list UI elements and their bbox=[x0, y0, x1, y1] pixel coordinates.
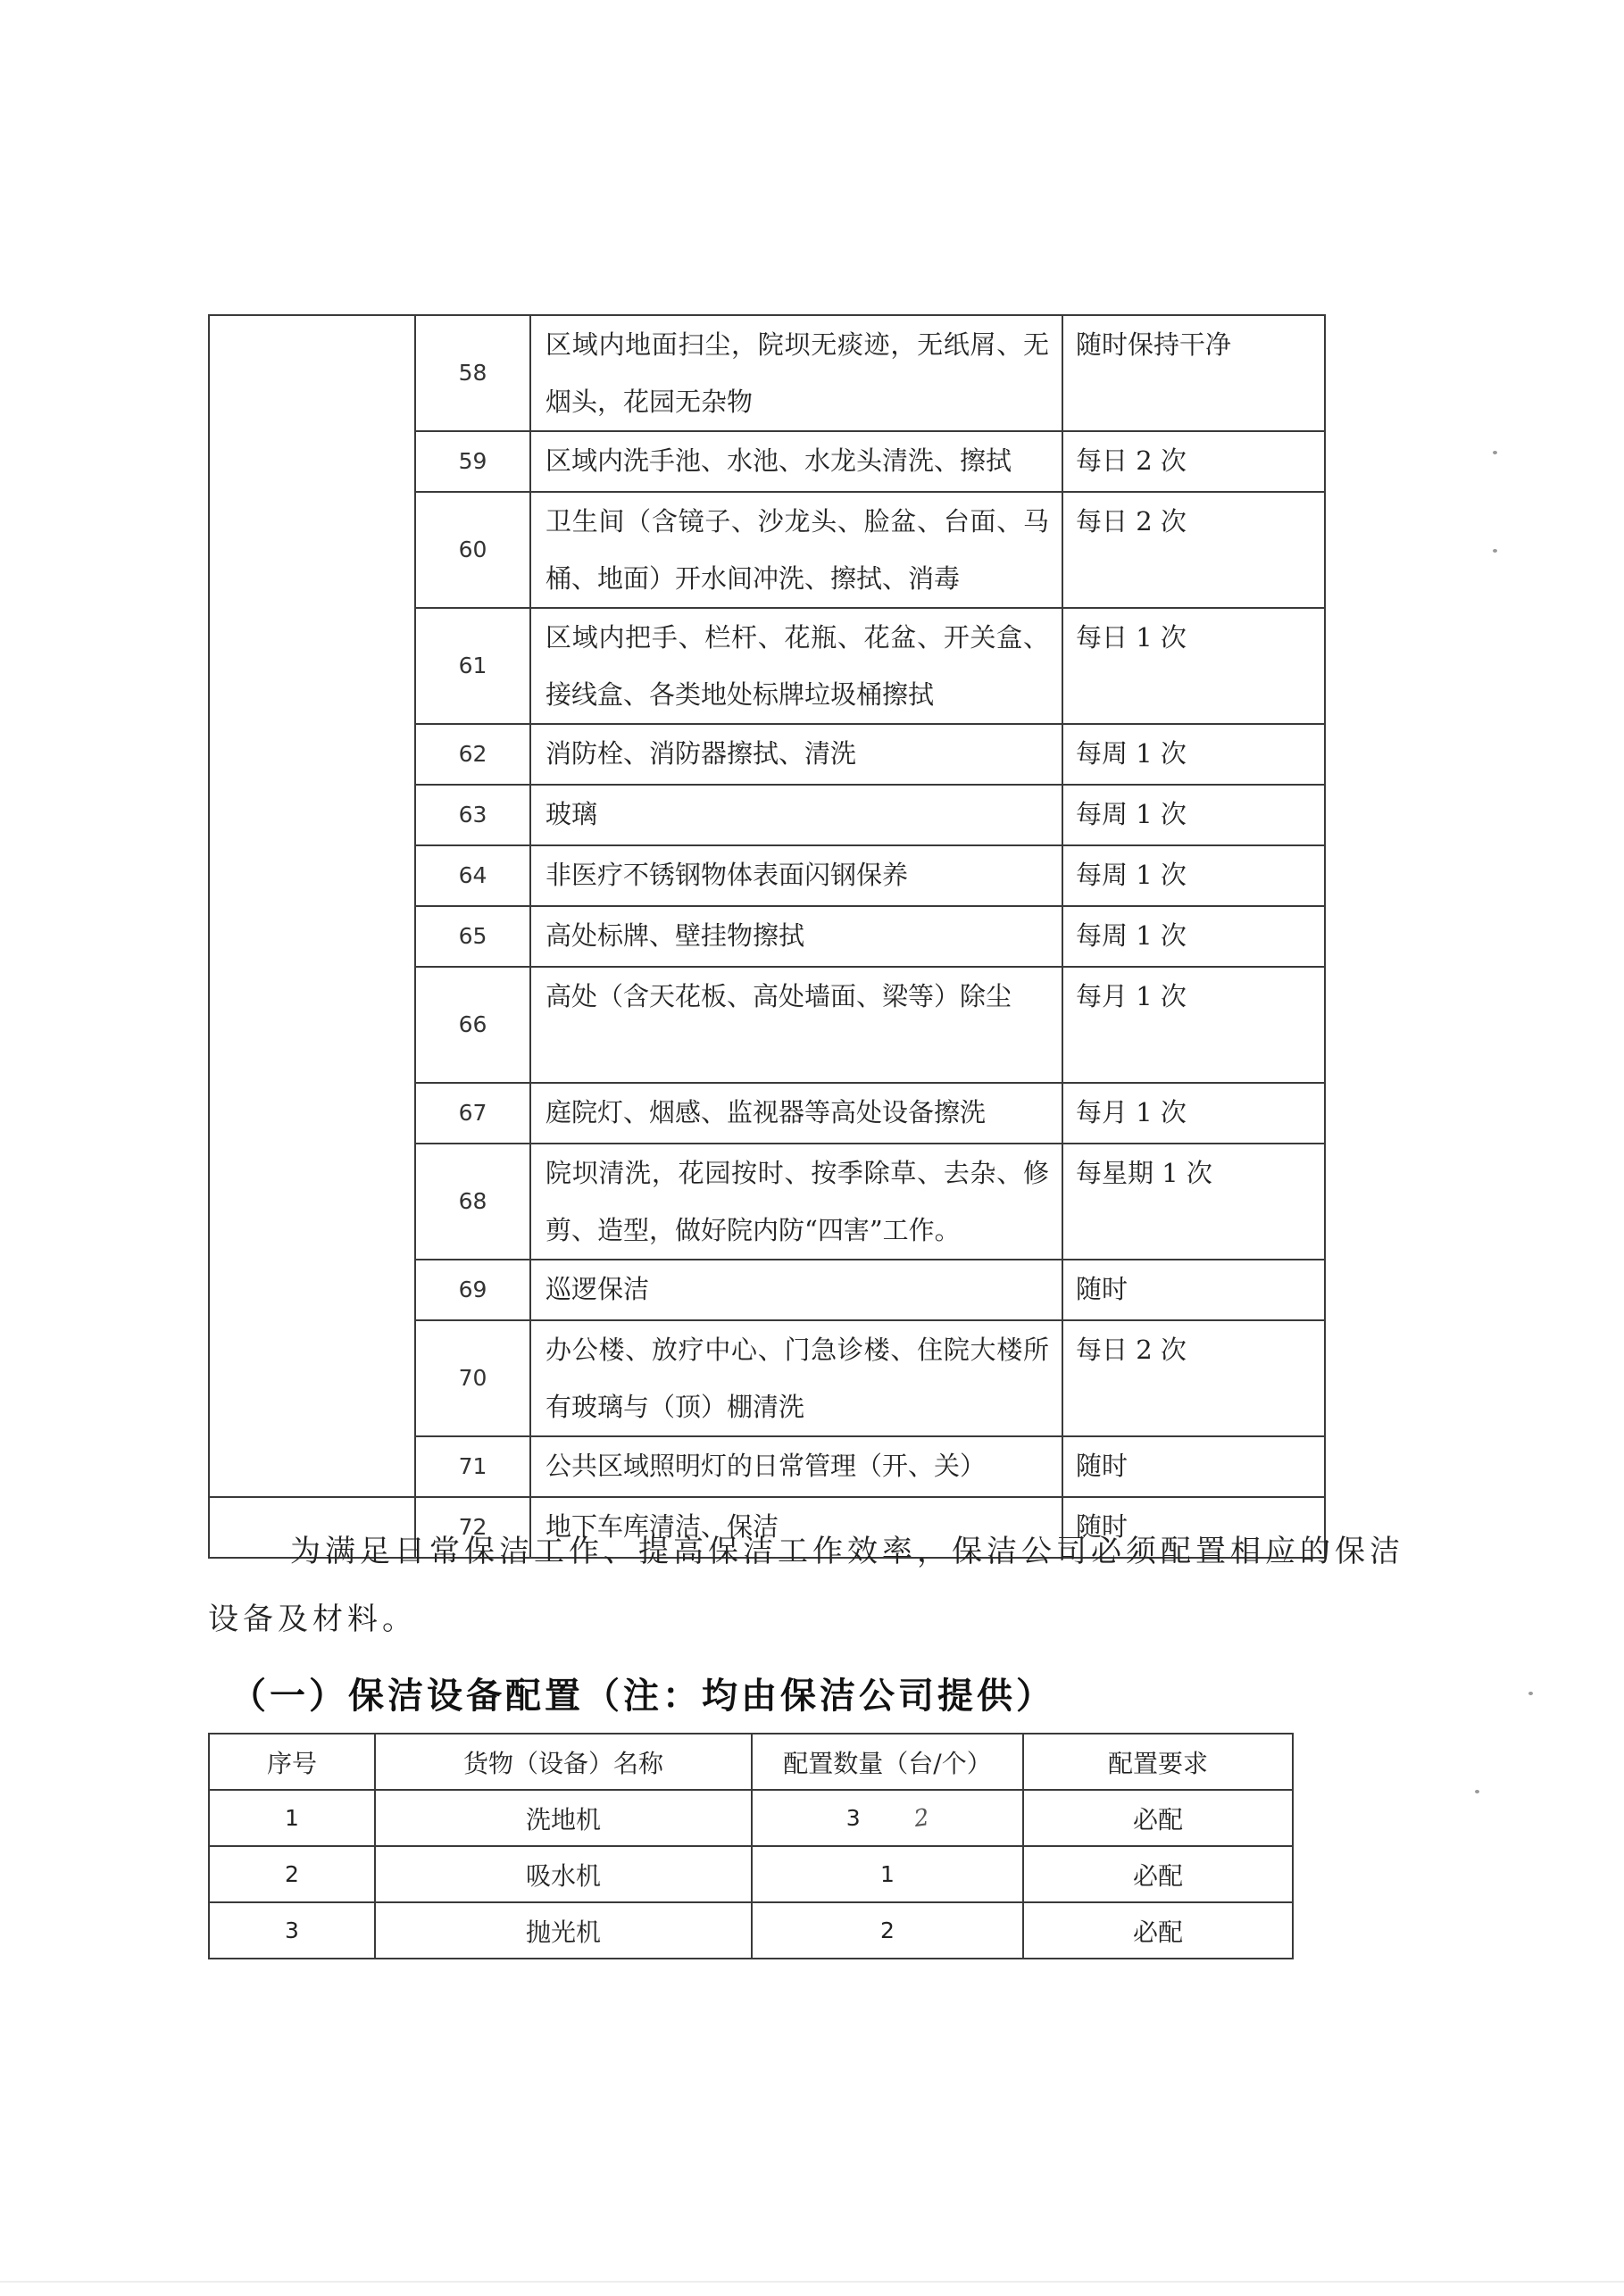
equipment-name: 洗地机 bbox=[375, 1790, 752, 1846]
equipment-quantity: 1 bbox=[752, 1846, 1023, 1902]
task-description: 区域内洗手池、水池、水龙头清洗、擦拭 bbox=[530, 431, 1062, 492]
row-number: 64 bbox=[415, 845, 530, 906]
task-frequency: 随时 bbox=[1062, 1260, 1325, 1320]
task-frequency: 每月 1 次 bbox=[1062, 967, 1325, 1083]
task-description: 区域内把手、栏杆、花瓶、花盆、开关盒、接线盒、各类地处标牌垃圾桶擦拭 bbox=[530, 608, 1062, 724]
row-number: 62 bbox=[415, 724, 530, 785]
row-number: 71 bbox=[415, 1436, 530, 1497]
task-frequency: 每周 1 次 bbox=[1062, 906, 1325, 967]
task-description: 高处标牌、壁挂物擦拭 bbox=[530, 906, 1062, 967]
task-frequency: 每日 1 次 bbox=[1062, 608, 1325, 724]
equipment-quantity-cell bbox=[752, 1790, 1023, 1846]
task-description: 庭院灯、烟感、监视器等高处设备擦洗 bbox=[530, 1083, 1062, 1144]
table-row bbox=[209, 315, 1325, 431]
table-row bbox=[209, 1790, 1293, 1846]
task-description: 玻璃 bbox=[530, 785, 1062, 845]
cleaning-task-table bbox=[208, 314, 1326, 1559]
task-frequency: 每星期 1 次 bbox=[1062, 1144, 1325, 1260]
table-row bbox=[209, 1846, 1293, 1902]
task-description: 区域内地面扫尘，院坝无痰迹，无纸屑、无烟头，花园无杂物 bbox=[530, 315, 1062, 431]
column-header: 配置要求 bbox=[1023, 1734, 1293, 1790]
task-frequency: 每周 1 次 bbox=[1062, 845, 1325, 906]
row-number: 59 bbox=[415, 431, 530, 492]
column-header: 序号 bbox=[209, 1734, 375, 1790]
task-frequency: 每日 2 次 bbox=[1062, 1320, 1325, 1436]
equipment-number: 2 bbox=[209, 1846, 375, 1902]
task-frequency: 随时保持干净 bbox=[1062, 315, 1325, 431]
task-description: 高处（含天花板、高处墙面、梁等）除尘 bbox=[530, 967, 1062, 1083]
row-number: 67 bbox=[415, 1083, 530, 1144]
row-number: 68 bbox=[415, 1144, 530, 1260]
task-description: 巡逻保洁 bbox=[530, 1260, 1062, 1320]
row-number: 65 bbox=[415, 906, 530, 967]
task-description: 卫生间（含镜子、沙龙头、脸盆、台面、马桶、地面）开水间冲洗、擦拭、消毒 bbox=[530, 492, 1062, 608]
scan-speck bbox=[1493, 549, 1497, 553]
equipment-number: 3 bbox=[209, 1902, 375, 1959]
bottom-edge-rule bbox=[0, 2281, 1624, 2283]
row-number: 66 bbox=[415, 967, 530, 1083]
task-description: 院坝清洗，花园按时、按季除草、去杂、修剪、造型，做好院内防“四害”工作。 bbox=[530, 1144, 1062, 1260]
equipment-quantity: 2 bbox=[752, 1902, 1023, 1959]
intro-paragraph: 为满足日常保洁工作、提高保洁工作效率，保洁公司必须配置相应的保洁设备及材料。 bbox=[208, 1534, 1404, 1637]
task-description: 办公楼、放疗中心、门急诊楼、住院大楼所有玻璃与（顶）棚清洗 bbox=[530, 1320, 1062, 1436]
equipment-requirement: 必配 bbox=[1023, 1790, 1293, 1846]
row-number: 63 bbox=[415, 785, 530, 845]
task-frequency: 每日 2 次 bbox=[1062, 431, 1325, 492]
equipment-quantity: 3 bbox=[845, 1804, 861, 1831]
task-description: 公共区域照明灯的日常管理（开、关） bbox=[530, 1436, 1062, 1497]
task-description: 地下车库清洁、保洁 bbox=[530, 1497, 1062, 1558]
column-header: 货物（设备）名称 bbox=[375, 1734, 752, 1790]
task-frequency: 每周 1 次 bbox=[1062, 785, 1325, 845]
column-header: 配置数量（台/个） bbox=[752, 1734, 1023, 1790]
row-number: 61 bbox=[415, 608, 530, 724]
section-heading: （一）保洁设备配置（注：均由保洁公司提供） bbox=[230, 1676, 1055, 1717]
task-frequency: 随时 bbox=[1062, 1436, 1325, 1497]
scan-speck bbox=[1475, 1790, 1479, 1793]
scan-speck bbox=[1493, 451, 1497, 454]
table-row bbox=[209, 1902, 1293, 1959]
equipment-table bbox=[208, 1733, 1294, 1959]
table-header-row bbox=[209, 1734, 1293, 1790]
task-frequency: 每周 1 次 bbox=[1062, 724, 1325, 785]
row-number: 72 bbox=[415, 1497, 530, 1558]
equipment-requirement: 必配 bbox=[1023, 1846, 1293, 1902]
equipment-requirement: 必配 bbox=[1023, 1902, 1293, 1959]
task-frequency: 每月 1 次 bbox=[1062, 1083, 1325, 1144]
scan-speck bbox=[1528, 1692, 1533, 1695]
equipment-number: 1 bbox=[209, 1790, 375, 1846]
task-description: 消防栓、消防器擦拭、清洗 bbox=[530, 724, 1062, 785]
row-number: 69 bbox=[415, 1260, 530, 1320]
task-description: 非医疗不锈钢物体表面闪钢保养 bbox=[530, 845, 1062, 906]
equipment-name: 吸水机 bbox=[375, 1846, 752, 1902]
task-frequency: 每日 2 次 bbox=[1062, 492, 1325, 608]
handwritten-note: 2 bbox=[912, 1803, 931, 1833]
area-cell bbox=[209, 315, 415, 1497]
row-number: 58 bbox=[415, 315, 530, 431]
task-frequency: 随时 bbox=[1062, 1497, 1325, 1558]
row-number: 60 bbox=[415, 492, 530, 608]
equipment-name: 抛光机 bbox=[375, 1902, 752, 1959]
row-number: 70 bbox=[415, 1320, 530, 1436]
